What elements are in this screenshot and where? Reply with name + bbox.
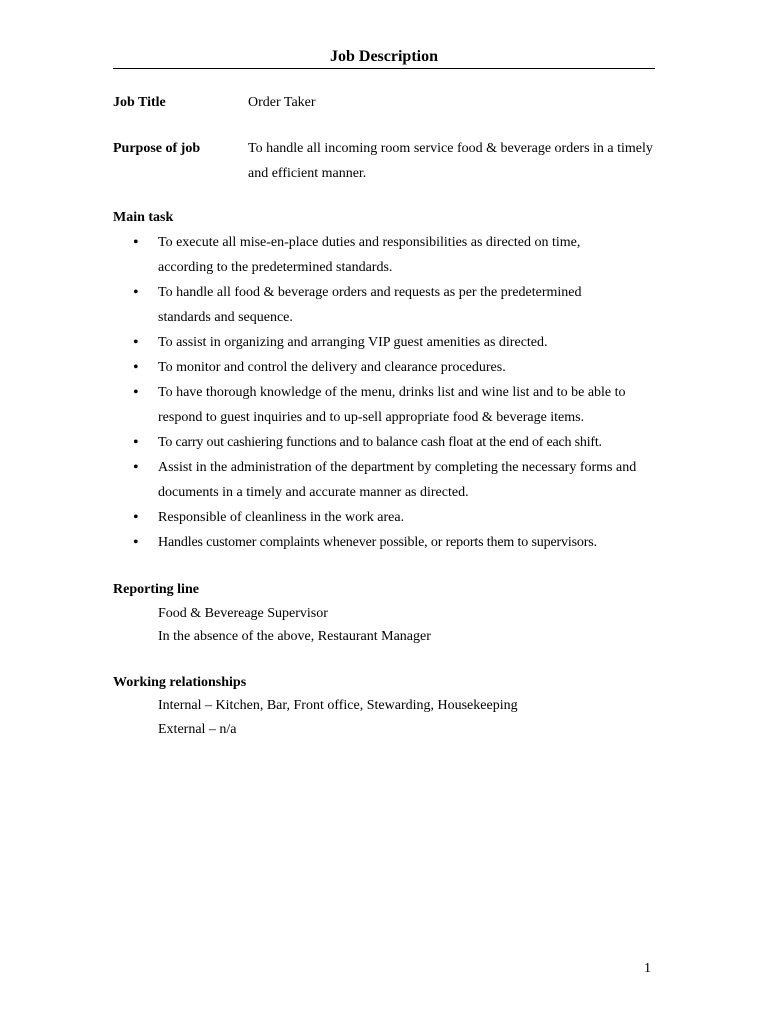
reporting-line-item: Food & Bevereage Supervisor [158, 606, 328, 621]
task-item: • To handle all food & beverage orders and requests as per the predetermined standards and sequence. [113, 280, 618, 330]
main-task-label: Main task [113, 210, 174, 225]
task-item: • To execute all mise-en-place duties and responsibilities as directed on time, according to the predetermined standards. [113, 230, 628, 280]
working-relationship-item: External – n/a [158, 722, 237, 737]
page-number: 1 [644, 961, 651, 976]
purpose-label: Purpose of job [113, 141, 201, 156]
title-underline [113, 68, 655, 69]
task-item: • To have thorough knowledge of the menu, drinks list and wine list and to be able to respond to guest inquiries and to up-sell appropriate food & beverage items. [113, 380, 638, 430]
reporting-line-label: Reporting line [113, 582, 199, 597]
task-item: • To assist in organizing and arranging VIP guest amenities as directed. [113, 330, 673, 355]
task-item: • Responsible of cleanliness in the work area. [113, 505, 673, 530]
main-task-list [113, 230, 673, 555]
purpose-value: To handle all incoming room service food & beverage orders in a timely and efficient manner. [248, 141, 653, 181]
working-relationship-item: Internal – Kitchen, Bar, Front office, Stewarding, Housekeeping [158, 698, 518, 713]
task-item: • Handles customer complaints whenever possible, or reports them to supervisors. [113, 530, 673, 555]
task-item: • To monitor and control the delivery and clearance procedures. [113, 355, 673, 380]
reporting-line-item: In the absence of the above, Restaurant Manager [158, 629, 431, 644]
task-item: • Assist in the administration of the department by completing the necessary forms and documents in a timely and accurate manner as directed. [113, 455, 653, 505]
job-title-value: Order Taker [248, 95, 316, 110]
working-relationships-label: Working relationships [113, 675, 247, 690]
job-title-label: Job Title [113, 95, 166, 110]
document-title: Job Description [330, 48, 438, 65]
task-item: • To carry out cashiering functions and to balance cash float at the end of each shift. [113, 430, 673, 455]
